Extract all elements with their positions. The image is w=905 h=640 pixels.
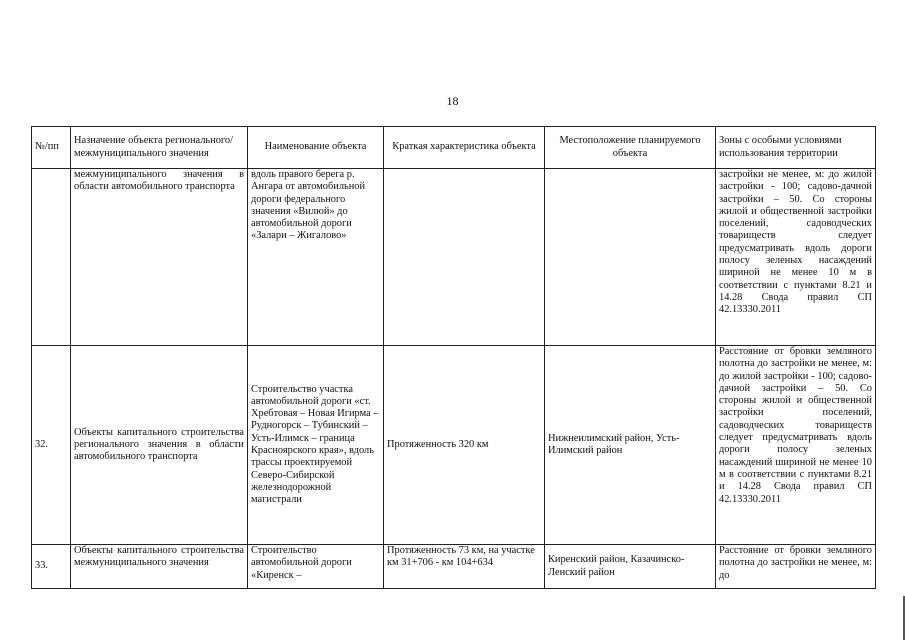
cell-purpose: Объекты капитального строительства регионального значения в области автомобильного транспорта (71, 346, 248, 545)
cell-zones (716, 169, 876, 346)
cell-num: 33. (32, 545, 71, 589)
table-row (32, 346, 876, 545)
header-zones: Зоны с особыми условиями использования территории (716, 127, 876, 169)
cell-zones-text: застройки не менее, м: до жилой застройки - 100; садово-дачной застройки – 50. Со стороны жилой и общественной застройки поселений, садоводческих товариществ следует предусматривать вдоль дороги полосу зеленых насаждений шириной не менее 10 м в соответствии с пунктами 8.21 и 14.28 Свода правил СП 42.13330.2011 (719, 169, 872, 316)
header-name: Наименование объекта (248, 127, 384, 169)
page-number: 18 (446, 94, 459, 108)
cell-zones (716, 545, 876, 589)
cell-purpose (71, 545, 248, 589)
cell-zones-text: Расстояние от бровки земляного полотна до застройки не менее, м: до (719, 545, 872, 581)
table-row (32, 169, 876, 346)
cell-name: Строительство участка автомобильной дороги «ст. Хребтовая – Новая Игирма – Рудногорск – Тубинский – Усть-Илимск – граница Красноярского края», вдоль трассы проектируемой Северо-Сибирской железнодорожной магистрали (248, 346, 384, 545)
cell-num (32, 169, 71, 346)
cell-name-text: Строительство автомобильной дороги «Киренск – (251, 545, 352, 581)
cell-name (248, 545, 384, 589)
cell-name: вдоль правого берега р. Ангара от автомобильной дороги федерального значения «Вилюй» до автомобильной дороги «Залари – Жигалово» (248, 169, 384, 346)
cell-characteristic: Протяженность 73 км, на участке км 31+706 - км 104+634 (384, 545, 545, 589)
cell-purpose-text: Объекты капитального строительства межмуниципального значения (74, 545, 244, 569)
header-purpose: Назначение объекта регионального/ межмуниципального значения (71, 127, 248, 169)
table-row (32, 545, 876, 589)
cell-characteristic (384, 169, 545, 346)
header-characteristic: Краткая характеристика объекта (384, 127, 545, 169)
planning-table (31, 126, 876, 589)
table-header-row (32, 127, 876, 169)
cell-location (545, 169, 716, 346)
header-location: Местоположение планируемого объекта (545, 127, 716, 169)
cell-characteristic: Протяженность 320 км (384, 346, 545, 545)
cell-zones-text: Расстояние от бровки земляного полотна до застройки не менее, м: до жилой застройки - 100; садово-дачной застройки – 50. Со стороны жилой и общественной застройки поселений, садоводческих товариществ следует предусматривать вдоль дороги полосу зеленых насаждений шириной не менее 10 м в соответствии с пунктами 8.21 и 14.28 Свода правил СП 42.13330.2011 (719, 346, 872, 505)
cell-zones (716, 346, 876, 545)
cell-num: 32. (32, 346, 71, 545)
cell-location: Нижнеилимский район, Усть-Илимский район (545, 346, 716, 545)
cell-purpose: межмуниципального значения в области автомобильного транспорта (71, 169, 248, 346)
cell-location: Киренский район, Казачинско-Ленский район (545, 545, 716, 589)
header-num: №/пп (32, 127, 71, 169)
